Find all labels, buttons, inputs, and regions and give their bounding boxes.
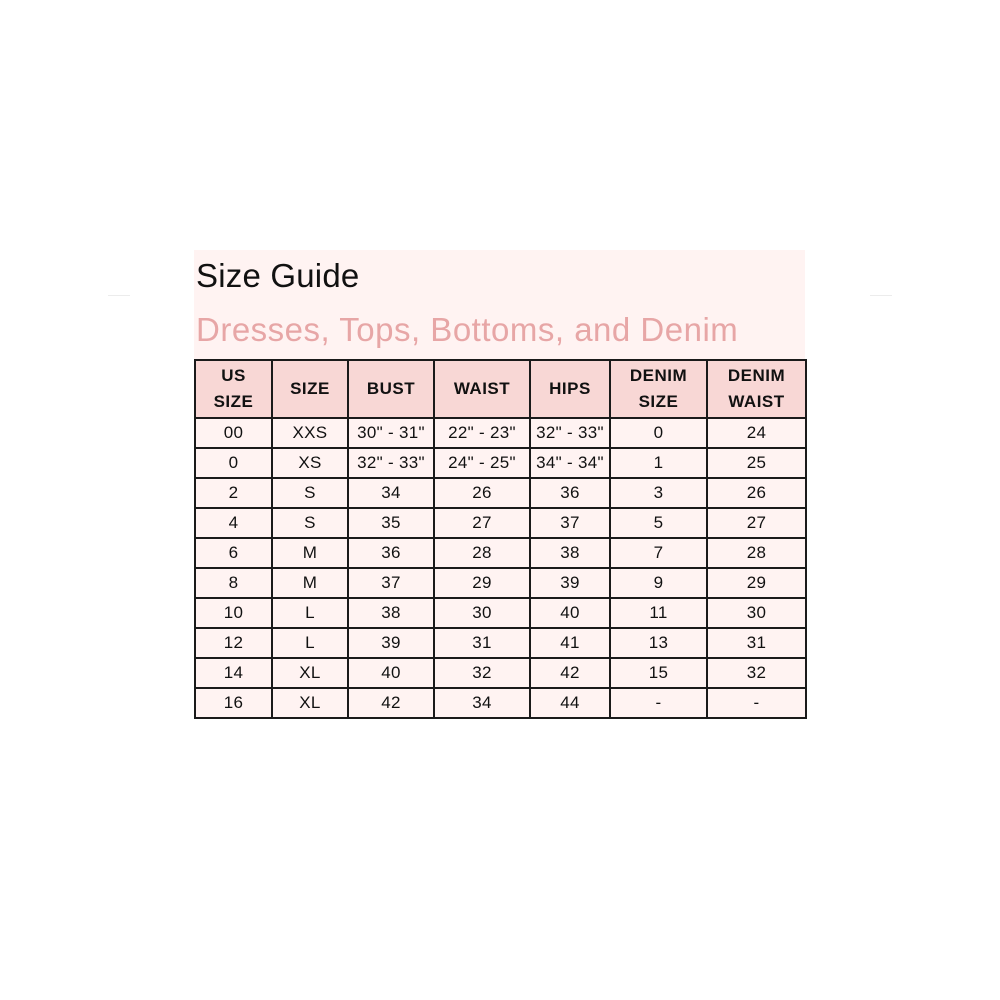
table-cell-hips: 44 — [530, 688, 610, 718]
table-row — [195, 418, 806, 448]
table-cell-bust: 37 — [348, 568, 434, 598]
table-cell-hips: 37 — [530, 508, 610, 538]
column-header-line: BUST — [366, 379, 416, 398]
column-header-size — [272, 360, 348, 418]
table-cell-size: L — [272, 598, 348, 628]
column-header-waist — [434, 360, 530, 418]
table-cell-us-size: 0 — [195, 448, 272, 478]
table-cell-denim-size: 9 — [610, 568, 707, 598]
column-header-line: HIPS — [549, 379, 591, 398]
table-cell-waist: 30 — [434, 598, 530, 628]
column-header-denim-waist — [707, 360, 806, 418]
column-header-line: DENIM — [727, 366, 786, 385]
table-cell-denim-size: - — [610, 688, 707, 718]
table-cell-waist: 27 — [434, 508, 530, 538]
left-divider-line — [108, 295, 130, 296]
table-cell-hips: 34" - 34" — [530, 448, 610, 478]
table-cell-denim-waist: 27 — [707, 508, 806, 538]
table-cell-hips: 41 — [530, 628, 610, 658]
table-cell-hips: 32" - 33" — [530, 418, 610, 448]
column-header-hips — [530, 360, 610, 418]
table-body — [195, 418, 806, 718]
table-cell-waist: 22" - 23" — [434, 418, 530, 448]
table-cell-hips: 39 — [530, 568, 610, 598]
table-cell-us-size: 6 — [195, 538, 272, 568]
table-cell-waist: 34 — [434, 688, 530, 718]
table-cell-waist: 28 — [434, 538, 530, 568]
table-cell-denim-waist: 32 — [707, 658, 806, 688]
table-cell-bust: 39 — [348, 628, 434, 658]
table-cell-us-size: 2 — [195, 478, 272, 508]
table-cell-us-size: 10 — [195, 598, 272, 628]
table-cell-denim-waist: 26 — [707, 478, 806, 508]
column-header-line: WAIST — [728, 392, 785, 411]
table-cell-size: S — [272, 508, 348, 538]
table-cell-denim-waist: 25 — [707, 448, 806, 478]
table-cell-bust: 35 — [348, 508, 434, 538]
table-cell-bust: 32" - 33" — [348, 448, 434, 478]
table-cell-denim-size: 3 — [610, 478, 707, 508]
table-cell-denim-size: 0 — [610, 418, 707, 448]
table-row — [195, 628, 806, 658]
column-header-line: DENIM — [629, 366, 688, 385]
table-cell-hips: 36 — [530, 478, 610, 508]
table-cell-denim-size: 11 — [610, 598, 707, 628]
column-header-line: SIZE — [213, 392, 254, 411]
table-cell-hips: 42 — [530, 658, 610, 688]
table-cell-hips: 40 — [530, 598, 610, 628]
table-cell-bust: 38 — [348, 598, 434, 628]
table-cell-waist: 26 — [434, 478, 530, 508]
table-cell-denim-size: 13 — [610, 628, 707, 658]
table-cell-waist: 29 — [434, 568, 530, 598]
table-cell-denim-waist: 24 — [707, 418, 806, 448]
page-title: Size Guide — [196, 257, 360, 294]
table-cell-bust: 36 — [348, 538, 434, 568]
table-row — [195, 568, 806, 598]
table-cell-us-size: 16 — [195, 688, 272, 718]
table-cell-denim-size: 1 — [610, 448, 707, 478]
table-row — [195, 478, 806, 508]
table-header-row — [195, 360, 806, 418]
table-cell-size: XL — [272, 688, 348, 718]
column-header-bust — [348, 360, 434, 418]
table-cell-us-size: 00 — [195, 418, 272, 448]
column-header-us-size — [195, 360, 272, 418]
column-header-line: US — [221, 366, 246, 385]
table-cell-waist: 24" - 25" — [434, 448, 530, 478]
table-cell-denim-waist: 30 — [707, 598, 806, 628]
column-header-line: SIZE — [638, 392, 679, 411]
table-cell-us-size: 8 — [195, 568, 272, 598]
table-cell-bust: 42 — [348, 688, 434, 718]
table-row — [195, 508, 806, 538]
column-header-denim-size — [610, 360, 707, 418]
table-cell-denim-size: 5 — [610, 508, 707, 538]
table-row — [195, 688, 806, 718]
table-cell-denim-size: 15 — [610, 658, 707, 688]
table-cell-size: XS — [272, 448, 348, 478]
size-table — [194, 359, 807, 719]
table-cell-waist: 31 — [434, 628, 530, 658]
right-divider-line — [870, 295, 892, 296]
table-cell-size: M — [272, 538, 348, 568]
table-cell-denim-waist: 28 — [707, 538, 806, 568]
table-cell-denim-waist: 29 — [707, 568, 806, 598]
table-row — [195, 658, 806, 688]
table-cell-bust: 30" - 31" — [348, 418, 434, 448]
size-guide — [194, 250, 805, 719]
table-cell-denim-waist: - — [707, 688, 806, 718]
page-subtitle: Dresses, Tops, Bottoms, and Denim — [196, 311, 739, 348]
table-cell-us-size: 14 — [195, 658, 272, 688]
table-cell-us-size: 4 — [195, 508, 272, 538]
table-cell-denim-size: 7 — [610, 538, 707, 568]
table-cell-size: L — [272, 628, 348, 658]
table-cell-bust: 34 — [348, 478, 434, 508]
table-row — [195, 448, 806, 478]
table-cell-size: XL — [272, 658, 348, 688]
size-guide-header — [194, 250, 805, 359]
table-cell-bust: 40 — [348, 658, 434, 688]
table-row — [195, 538, 806, 568]
column-header-line: WAIST — [453, 379, 511, 398]
table-cell-hips: 38 — [530, 538, 610, 568]
table-cell-waist: 32 — [434, 658, 530, 688]
table-row — [195, 598, 806, 628]
table-cell-size: S — [272, 478, 348, 508]
table-cell-size: XXS — [272, 418, 348, 448]
column-header-line: SIZE — [290, 379, 330, 398]
table-cell-us-size: 12 — [195, 628, 272, 658]
table-cell-size: M — [272, 568, 348, 598]
table-cell-denim-waist: 31 — [707, 628, 806, 658]
